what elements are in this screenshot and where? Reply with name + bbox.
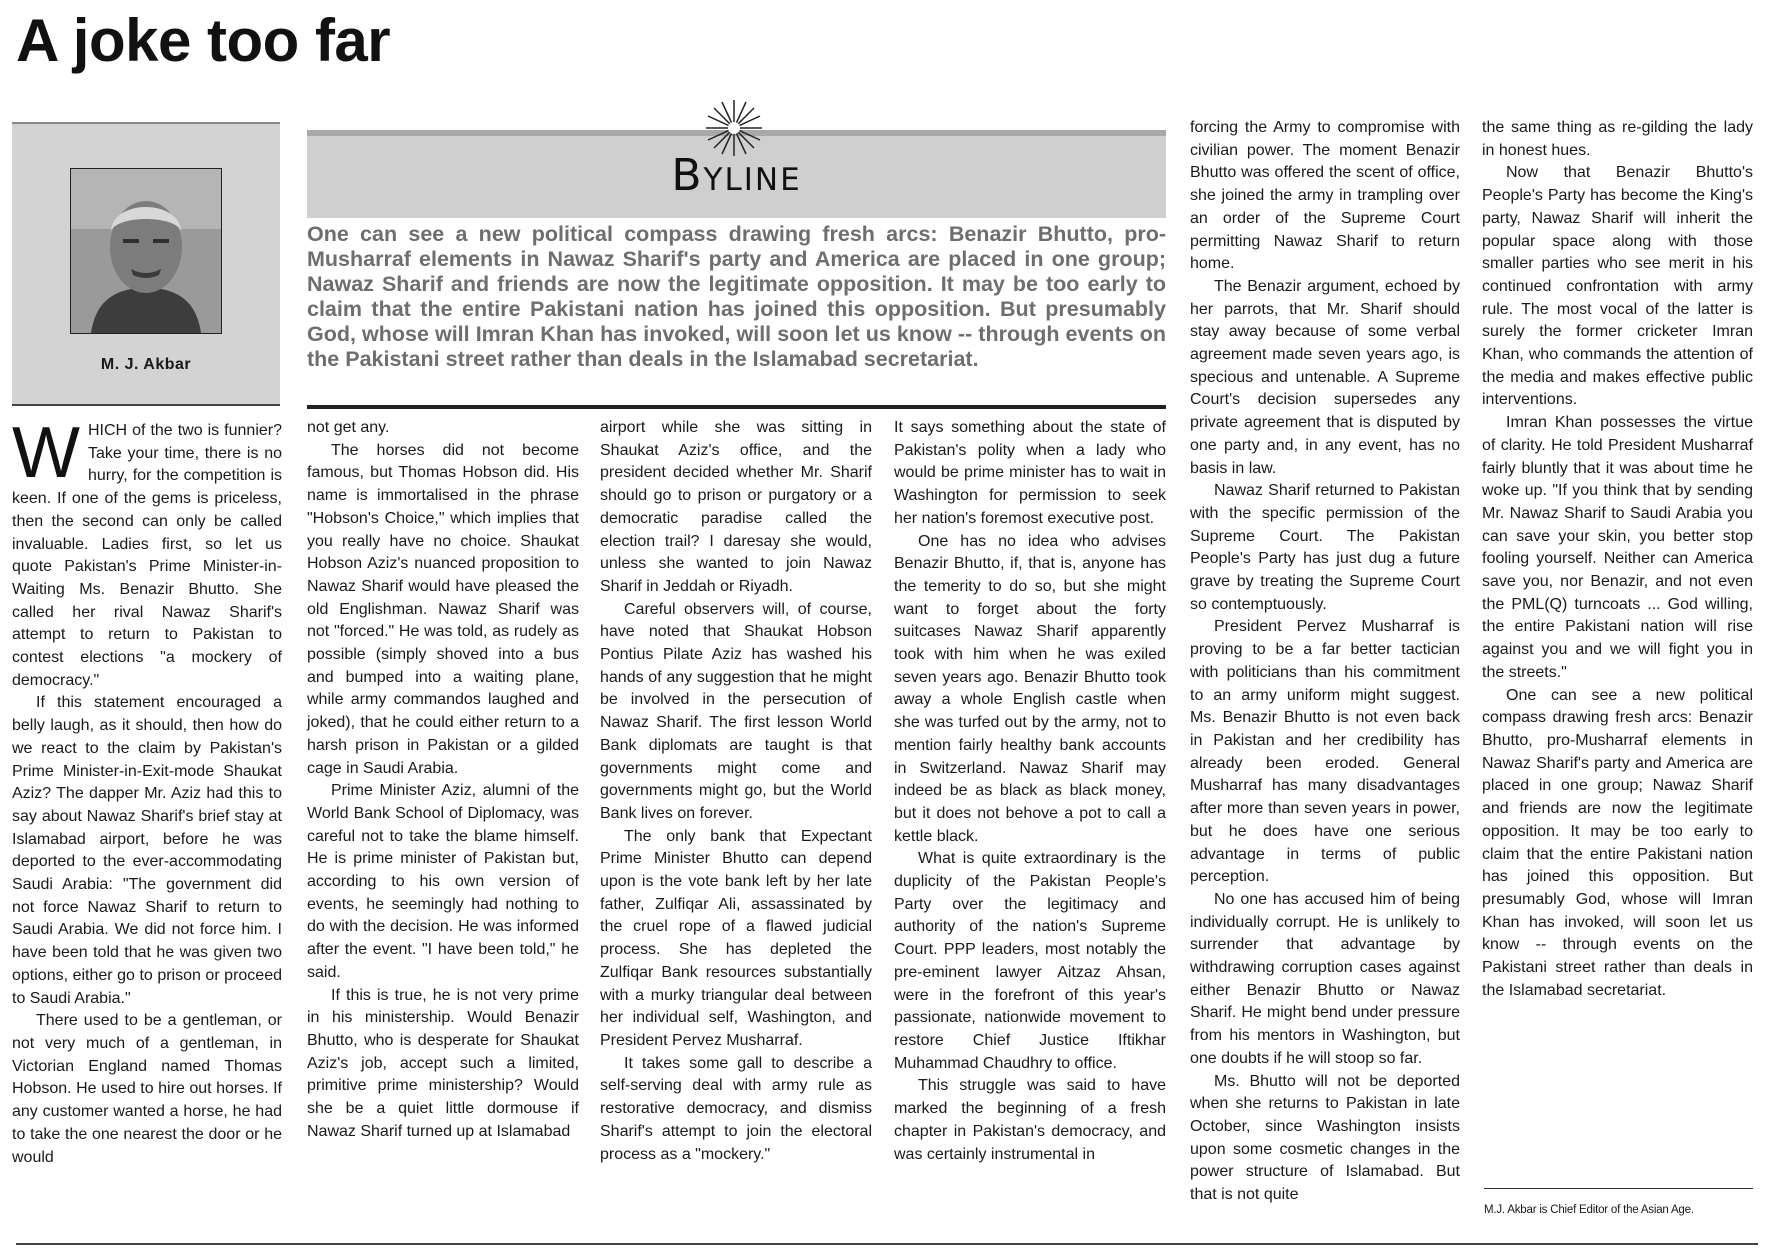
paragraph: The horses did not become famous, but Thomas Hobson did. His name is immortalised in the phrase "Hobson's Choice," which implies that you really have no choice. Shaukat Hobson Aziz's nuanced proposition to Nawaz Sharif would have pleased the old Englishman. Nawaz Sharif was not "forced." He was told, as rudely as possible (simply shoved into a bus and bumped into a waiting plane, while army commandos laughed and joked), that he could either return to a harsh prison in Pakistan or a gilded cage in Saudi Arabia. (307, 441, 579, 777)
paragraph: Now that Benazir Bhutto's People's Party has become the King's party, Nawaz Sharif will inherit the popular space along with those smaller parties who see merit in his continued confrontation with army rule. The most vocal of the latter is surely the former cricketer Imran Khan, who commands the attention of the media and makes effective public interventions. (1482, 164, 1753, 409)
paragraph: It says something about the state of Pakistan's polity when a lady who would be prime minister has to wait in Washington for permission to seek her nation's foremost executive post. (894, 419, 1166, 527)
paragraph: President Pervez Musharraf is proving to be a far better tactician with politicians than his commitment to an army uniform might suggest. Ms. Benazir Bhutto is not even back in Pakistan and her credibility has already been eroded. General Musharraf has many disadvantages after more than seven years in power, but he does have one serious advantage in terms of public perception. (1190, 618, 1460, 886)
article-column-4 (894, 417, 1166, 1166)
byline-title: Byline (671, 150, 802, 201)
divider-rule (307, 405, 1166, 409)
paragraph: One has no idea who advises Benazir Bhutto, if, that is, anyone has the temerity to do so, but she might want to forget about the forty suitcases Nawaz Sharif apparently took with him when he was exiled seven years ago. Benazir Bhutto took away a whole English castle when she was turfed out by the army, not to mention fairly healthy bank accounts in Switzerland. Nawaz Sharif may indeed be as black as black money, but it does not behove a pot to call a kettle black. (894, 532, 1166, 845)
paragraph: What is quite extraordinary is the duplicity of the Pakistan People's Party over the legitimacy and authority of the nation's Supreme Court. PPP leaders, most notably the pre-eminent lawyer Aitzaz Ahsan, were in the forefront of this year's passionate, nationwide movement to restore Chief Justice Iftikhar Muhammad Chaudhry to office. (894, 850, 1166, 1072)
article-column-1 (12, 413, 282, 1169)
paragraph: If this statement encouraged a belly laugh, as it should, then how do we react to the claim by Pakistan's Prime Minister-in-Exit-mode Shaukat Aziz? The dapper Mr. Aziz had this to say about Nawaz Sharif's brief stay at Islamabad airport, before he was deported to the ever-accommodating Saudi Arabia: "The government did not force Nawaz Sharif to return to Saudi Arabia. We did not force him. I have been told that he was given two options, either go to prison or proceed to Saudi Arabia." (12, 694, 282, 1007)
paragraph: Prime Minister Aziz, alumni of the World Bank School of Diplomacy, was careful not to take the blame himself. He is prime minister of Pakistan but, according to his own version of events, he seemingly had nothing to do with the decision. He was informed after the event. "I have been told," he said. (307, 782, 579, 981)
paragraph: Nawaz Sharif returned to Pakistan with the specific permission of the Supreme Court. The Pakistan People's Party has just dug a future grave by treating the Supreme Court so contemptuously. (1190, 482, 1460, 613)
paragraph: One can see a new political compass drawing fresh arcs: Benazir Bhutto, pro-Musharraf elements in Nawaz Sharif's party and America are placed in one group; Nawaz Sharif and friends are now the legitimate opposition. It may be too early to claim that the entire Pakistani nation has joined this opposition. But presumably God, whose will Imran Khan has invoked, will soon let us know -- through events on the Pakistani street rather than deals in the Islamabad secretariat. (1482, 686, 1753, 999)
article-column-5 (1190, 117, 1460, 1207)
author-photo (70, 168, 222, 334)
paragraph: Ms. Bhutto will not be deported when she returns to Pakistan in late October, since Washington insists upon some cosmetic changes in the power structure of Islamabad. But that is not quite (1190, 1072, 1460, 1204)
paragraph: The Benazir argument, echoed by her parrots, that Mr. Sharif should stay away because of some verbal agreement made seven years ago, is specious and untenable. A Supreme Court's decision supersedes any private agreement that is disputed by one party and, in any event, has no basis in law. (1190, 277, 1460, 477)
page-bottom-rule (16, 1243, 1758, 1245)
paragraph: The only bank that Expectant Prime Minister Bhutto can depend upon is the vote bank left by her late father, Zulfiqar Ali, assassinated by the cruel rope of a flawed judicial process. She has depleted the Zulfiqar Bank resources substantially with a murky triangular deal between her individual self, Washington, and President Pervez Musharraf. (600, 827, 872, 1049)
paragraph: not get any. (307, 419, 390, 436)
paragraph: No one has accused him of being individually corrupt. He is unlikely to surrender that advantage by withdrawing corruption cases against either Benazir Bhutto or Nawaz Sharif. He might bend under pressure from his mentors in Washington, but one doubts if he will stoop so far. (1190, 890, 1460, 1067)
article-column-6 (1482, 117, 1753, 1002)
article-column-3 (600, 417, 872, 1166)
paragraph: the same thing as re-gilding the lady in honest hues. (1482, 119, 1753, 159)
paragraph-text: HICH of the two is funnier? Take your time, there is no hurry, for the competition is keen. If one of the gems is priceless, then the second can only be called invaluable. Ladies first, so let us quote Pakistan's Prime Minister-in-Waiting Ms. Benazir Bhutto. She called her rival Nawaz Sharif's attempt to return to Pakistan to contest elections "a mockery of democracy." (12, 422, 282, 689)
star-burst-icon (704, 98, 764, 158)
drop-cap: W (12, 413, 80, 493)
standfirst: One can see a new political compass drawing fresh arcs: Benazir Bhutto, pro-Musharraf elements in Nawaz Sharif's party and America are placed in one group; Nawaz Sharif and friends are now the legitimate opposition. It may be too early to claim that the entire Pakistani nation has joined this opposition. But presumably God, whose will Imran Khan has invoked, will soon let us know -- through events on the Pakistani street rather than deals in the Islamabad secretariat. (307, 222, 1166, 371)
paragraph: forcing the Army to compromise with civilian power. The moment Benazir Bhutto was offered the scent of office, she joined the army in trampling over an order of the Supreme Court permitting Nawaz Sharif to return home. (1190, 119, 1460, 273)
headline: A joke too far (16, 7, 391, 74)
paragraph: Imran Khan possesses the virtue of clarity. He told President Musharraf fairly bluntly that it was about time he woke up. "If you think that by sending Mr. Nawaz Sharif to Saudi Arabia you can save your skin, you better stop fooling yourself. Neither can America save you, nor Benazir, and not even the PML(Q) turncoats ... God willing, the entire Pakistani nation will rise against you and we will fight you in the streets." (1482, 414, 1753, 681)
bio-divider (1484, 1188, 1753, 1189)
paragraph: It takes some gall to describe a self-serving deal with army rule as restorative democracy, and dismiss Sharif's attempt to join the electoral process as a "mockery." (600, 1054, 872, 1163)
paragraph: This struggle was said to have marked the beginning of a fresh chapter in Pakistan's democracy, and was certainly instrumental in (894, 1077, 1166, 1163)
paragraph: airport while she was sitting in Shaukat Aziz's office, and the president decided whether Mr. Sharif should go to prison or purgatory or a democratic paradise called the election trail? I daresay she would, unless she wanted to join Nawaz Sharif in Jeddah or Riyadh. (600, 419, 872, 595)
article-column-2 (307, 417, 579, 1144)
paragraph: If this is true, he is not very prime in his ministership. Would Benazir Bhutto, who is desperate for Shaukat Aziz's job, accept such a limited, primitive prime ministership? Would she be a quiet little dormouse if Nawaz Sharif turned up at Islamabad (307, 986, 579, 1140)
author-name: M. J. Akbar (100, 356, 192, 373)
paragraph: Careful observers will, of course, have noted that Shaukat Hobson Pontius Pilate Aziz has washed his hands of any suggestion that he might be involved in the persecution of Nawaz Sharif. The first lesson World Bank diplomats are taught is that governments might come and governments might go, but the World Bank lives on forever. (600, 600, 872, 822)
paragraph (12, 413, 282, 692)
paragraph: There used to be a gentleman, or not very much of a gentleman, in Victorian England named Thomas Hobson. He used to hire out horses. If any customer wanted a horse, he had to take the one nearest the door or he would (12, 1012, 282, 1166)
author-bio: M.J. Akbar is Chief Editor of the Asian Age. (1484, 1204, 1694, 1216)
author-panel (12, 122, 280, 406)
